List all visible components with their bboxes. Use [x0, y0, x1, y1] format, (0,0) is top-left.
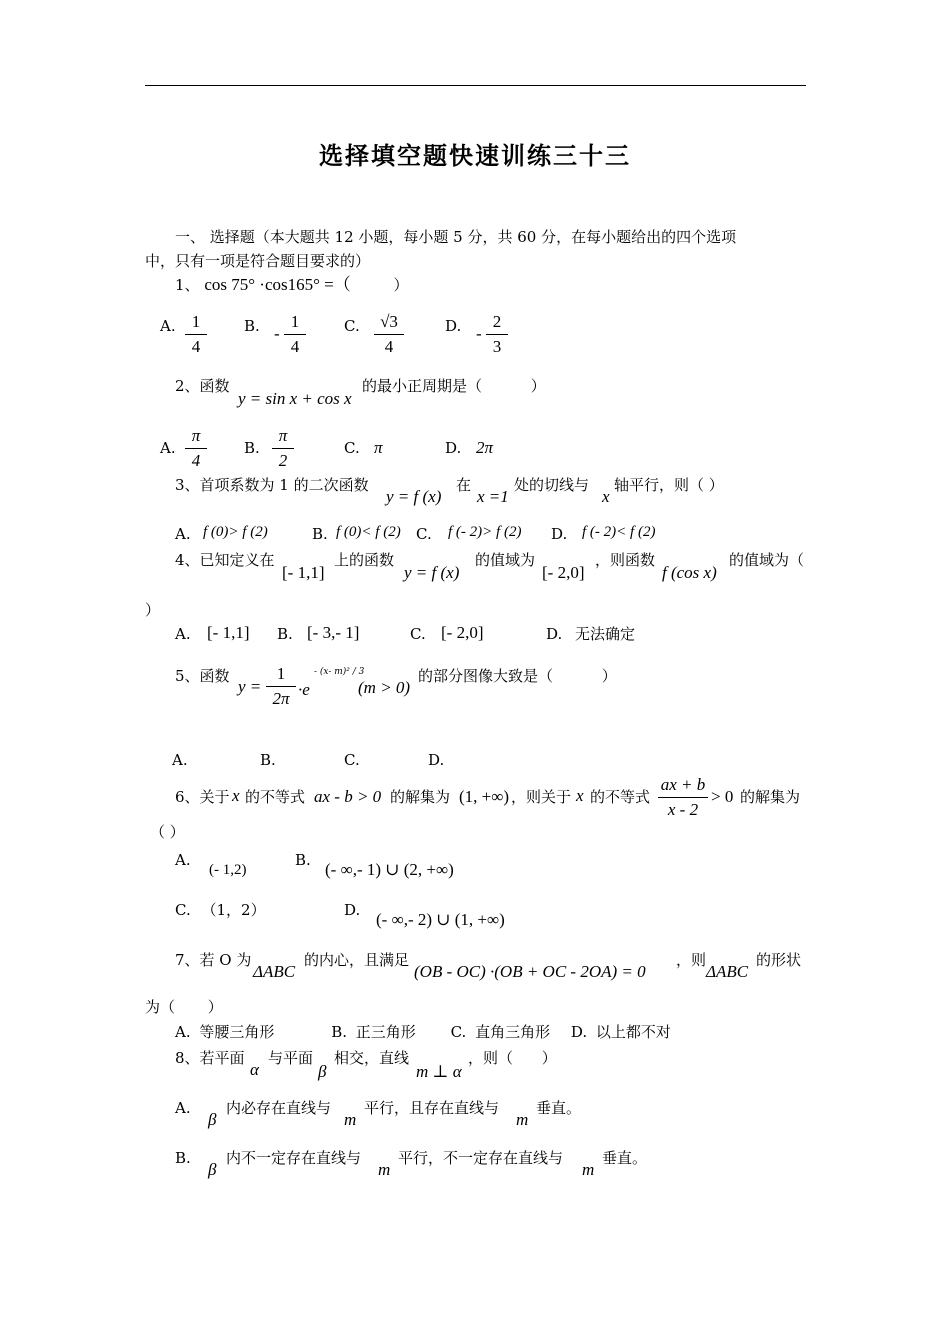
q5-a-label: A.	[172, 751, 188, 769]
q5-suffix-text: 的部分图像大致是（	[418, 667, 554, 685]
q2-b-label: B.	[244, 439, 260, 457]
q8-t3	[468, 1048, 557, 1068]
q1-a-den: 4	[191, 337, 201, 356]
q5-c-label: C.	[344, 751, 360, 769]
q8-a-m1: m	[344, 1110, 357, 1129]
q3-c-value: f (- 2)> f (2)	[448, 524, 522, 540]
q5-condition: (m > 0)	[358, 678, 411, 697]
q6-a-label: A.	[175, 851, 191, 869]
q8-a-t3: 垂直。	[536, 1099, 582, 1117]
q1-a-fraction	[185, 311, 207, 358]
q5-fraction	[266, 663, 296, 710]
q6-t4: 的不等式	[590, 788, 651, 806]
q2-a-den: 4	[191, 451, 201, 470]
q1-d-sign: -	[476, 324, 482, 343]
q8-expression: m ⊥ α	[416, 1062, 462, 1081]
q2-c-label: C.	[344, 439, 360, 457]
q8-b-t3: 垂直。	[602, 1149, 648, 1167]
q4-b-label: B.	[277, 625, 293, 643]
q8-b-label: B.	[175, 1149, 191, 1167]
q8-b-t1: 内不一定存在直线与	[226, 1149, 362, 1167]
q3-stem-prefix: 3、首项系数为 1 的二次函数	[175, 476, 369, 494]
q5-stem-suffix	[418, 666, 617, 686]
q6-c-value: （1，2）	[201, 901, 266, 919]
q6-b-value: (- ∞,- 1) ∪ (2, +∞)	[325, 860, 454, 879]
q7-close: ）	[207, 998, 223, 1016]
q7-c-value: 直角三角形	[475, 1023, 551, 1041]
q8-a-t2: 平行，且存在直线与	[364, 1099, 500, 1117]
q1-c-num: √3	[380, 312, 398, 331]
q6-a-value: (- 1,2)	[209, 862, 247, 878]
q1-b-label: B.	[244, 317, 260, 335]
q6-t3: ，则关于	[511, 788, 572, 806]
q8-a-label: A.	[175, 1099, 191, 1117]
q6-ineq1: ax - b > 0	[314, 787, 382, 806]
q5-num: 1	[276, 664, 286, 683]
q4-c-label: C.	[410, 625, 426, 643]
q2-d-value: 2π	[476, 438, 494, 457]
q6-fraction	[658, 774, 708, 821]
q7-c-label: C.	[450, 1023, 467, 1041]
q8-a-beta: β	[208, 1110, 217, 1129]
q1-close: ）	[393, 276, 409, 294]
q7-line2	[145, 997, 223, 1017]
q8-t3-text: ，则（	[468, 1049, 514, 1067]
q3-t2: 处的切线与	[514, 476, 590, 494]
q7-tri1: ΔABC	[253, 962, 296, 981]
q7-t1: 的内心，且满足	[304, 951, 410, 969]
q4-stem-prefix: 4、已知定义在	[175, 551, 275, 569]
q6-c-label	[175, 900, 266, 920]
q4-close: ）	[145, 601, 161, 619]
q7-t2: ，则	[676, 951, 707, 969]
q7-tri2: ΔABC	[706, 962, 749, 981]
q8-a-m2: m	[516, 1110, 529, 1129]
q8-b-m1: m	[378, 1160, 391, 1179]
q5-y: y =	[238, 677, 262, 696]
q5-dot-e: ·e	[298, 680, 310, 699]
q6-set1: (1, +∞)	[459, 787, 510, 806]
q6-num: ax + b	[660, 775, 706, 794]
q1-b-sign: -	[274, 324, 280, 343]
q7-d-label: D.	[570, 1023, 588, 1041]
q4-b-value: [- 3,- 1]	[307, 623, 360, 642]
q1-d-num: 2	[492, 312, 502, 331]
q6-stem-prefix: 6、关于	[175, 788, 230, 806]
q3-expr3: x	[602, 487, 610, 506]
q8-stem-prefix: 8、若平面	[175, 1049, 245, 1067]
q4-c-value: [- 2,0]	[441, 623, 484, 642]
q1-b-den: 4	[290, 337, 300, 356]
q1-d-den: 3	[492, 337, 502, 356]
q3-t1: 在	[456, 476, 472, 494]
q4-expr1: [- 1,1]	[282, 563, 325, 582]
q3-d-label: D.	[551, 525, 568, 543]
q7-t3: 的形状	[756, 951, 802, 969]
page-title: 选择填空题快速训练三十三	[319, 142, 631, 170]
q6-gt: > 0	[711, 787, 734, 806]
q1-c-label: C.	[344, 317, 360, 335]
q6-den: x - 2	[667, 800, 699, 819]
q4-expr4: f (cos x)	[662, 563, 717, 582]
section-heading-line2: 中，只有一项是符合题目要求的）	[145, 252, 371, 270]
q1-c-fraction	[374, 311, 404, 358]
q8-b-beta: β	[208, 1160, 217, 1179]
q7-a-label: A.	[175, 1023, 191, 1041]
q3-b-value: f (0)< f (2)	[336, 524, 401, 540]
q3-d-value: f (- 2)< f (2)	[582, 524, 656, 540]
q8-a-t1: 内必存在直线与	[226, 1099, 332, 1117]
section-heading-line1: 一、 选择题（本大题共 12 小题，每小题 5 分，共 60 分，在每小题给出的四个选项	[175, 228, 737, 246]
q1-b-num: 1	[290, 312, 300, 331]
q8-beta: β	[318, 1062, 327, 1081]
q6-d-label: D.	[344, 901, 361, 919]
q1-d-label: D.	[445, 317, 462, 335]
q5-exponent: - (x- m)² / 3	[314, 667, 365, 677]
q6-c-label-text: C.	[175, 901, 191, 919]
q7-expression: (OB - OC) ·(OB + OC - 2OA) = 0	[414, 962, 646, 981]
q7-a-value: 等腰三角形	[199, 1023, 275, 1041]
q7-b-label: B.	[331, 1023, 347, 1041]
header-rule	[145, 85, 806, 86]
q2-a-label: A.	[160, 439, 176, 457]
q7-stem-prefix: 7、若 O 为	[175, 951, 252, 969]
q8-b-m2: m	[582, 1160, 595, 1179]
q3-expr2: x =1	[477, 487, 509, 506]
q6-x1: x	[232, 786, 240, 805]
q3-a-value: f (0)> f (2)	[203, 524, 268, 540]
q1-d-fraction	[486, 311, 508, 358]
q5-close: ）	[601, 667, 617, 685]
q4-d-label-text: D.	[546, 625, 563, 643]
q4-a-value: [- 1,1]	[207, 623, 250, 642]
q4-a-label: A.	[175, 625, 191, 643]
q2-expression: y = sin x + cos x	[238, 389, 352, 408]
q7-b-value: 正三角形	[355, 1023, 416, 1041]
q6-b-label: B.	[295, 851, 311, 869]
q4-expr2: y = f (x)	[404, 563, 460, 582]
q8-t2: 相交，直线	[334, 1049, 410, 1067]
q6-x2: x	[576, 786, 584, 805]
q4-d-label	[546, 624, 635, 644]
q7-options	[175, 1022, 671, 1042]
q1-b-fraction	[284, 311, 306, 358]
q3-expr1: y = f (x)	[386, 487, 442, 506]
q2-stem-suffix	[362, 376, 546, 396]
q2-b-fraction	[272, 425, 294, 472]
q4-t3: ，则函数	[595, 551, 656, 569]
q6-paren: （ ）	[150, 823, 185, 841]
q1-a-num: 1	[191, 312, 201, 331]
q8-close: ）	[541, 1049, 557, 1067]
q4-t4: 的值域为（	[729, 551, 805, 569]
q5-stem-prefix: 5、函数	[175, 667, 230, 685]
q1-expression: cos 75° ·cos165° =（	[204, 275, 351, 294]
q4-t1: 上的函数	[334, 551, 395, 569]
q5-d-label: D.	[428, 751, 445, 769]
q6-d-value: (- ∞,- 2) ∪ (1, +∞)	[376, 910, 505, 929]
q3-t3: 轴平行，则（ ）	[614, 476, 724, 494]
q1-number: 1、	[175, 276, 200, 294]
q6-t1: 的不等式	[245, 788, 306, 806]
q5-den: 2π	[272, 689, 290, 708]
q3-b-label: B.	[312, 525, 328, 543]
q7-d-value: 以上都不对	[595, 1023, 671, 1041]
q2-close: ）	[530, 377, 546, 395]
q1-c-den: 4	[384, 337, 394, 356]
q2-a-fraction	[185, 425, 207, 472]
q2-b-den: 2	[278, 451, 288, 470]
q4-d-value: 无法确定	[575, 625, 636, 643]
q5-b-label: B.	[260, 751, 276, 769]
q7-line2-text: 为（	[145, 998, 176, 1016]
q2-d-label: D.	[445, 439, 462, 457]
q8-alpha: α	[250, 1060, 259, 1079]
q2-c-value: π	[374, 438, 383, 457]
q3-a-label: A.	[175, 525, 191, 543]
q6-t5: 的解集为	[740, 788, 801, 806]
q8-t1: 与平面	[268, 1049, 314, 1067]
q2-suffix-text: 的最小正周期是（	[362, 377, 483, 395]
q6-t2: 的解集为	[390, 788, 451, 806]
q2-stem-prefix: 2、函数	[175, 377, 230, 395]
q1-a-label: A.	[160, 317, 176, 335]
q4-t2: 的值域为	[475, 551, 536, 569]
q2-b-num: π	[278, 426, 288, 445]
q2-a-num: π	[191, 426, 201, 445]
q3-c-label: C.	[416, 525, 432, 543]
q4-expr3: [- 2,0]	[542, 563, 585, 582]
q8-b-t2: 平行，不一定存在直线与	[398, 1149, 564, 1167]
q1-stem	[175, 275, 409, 295]
